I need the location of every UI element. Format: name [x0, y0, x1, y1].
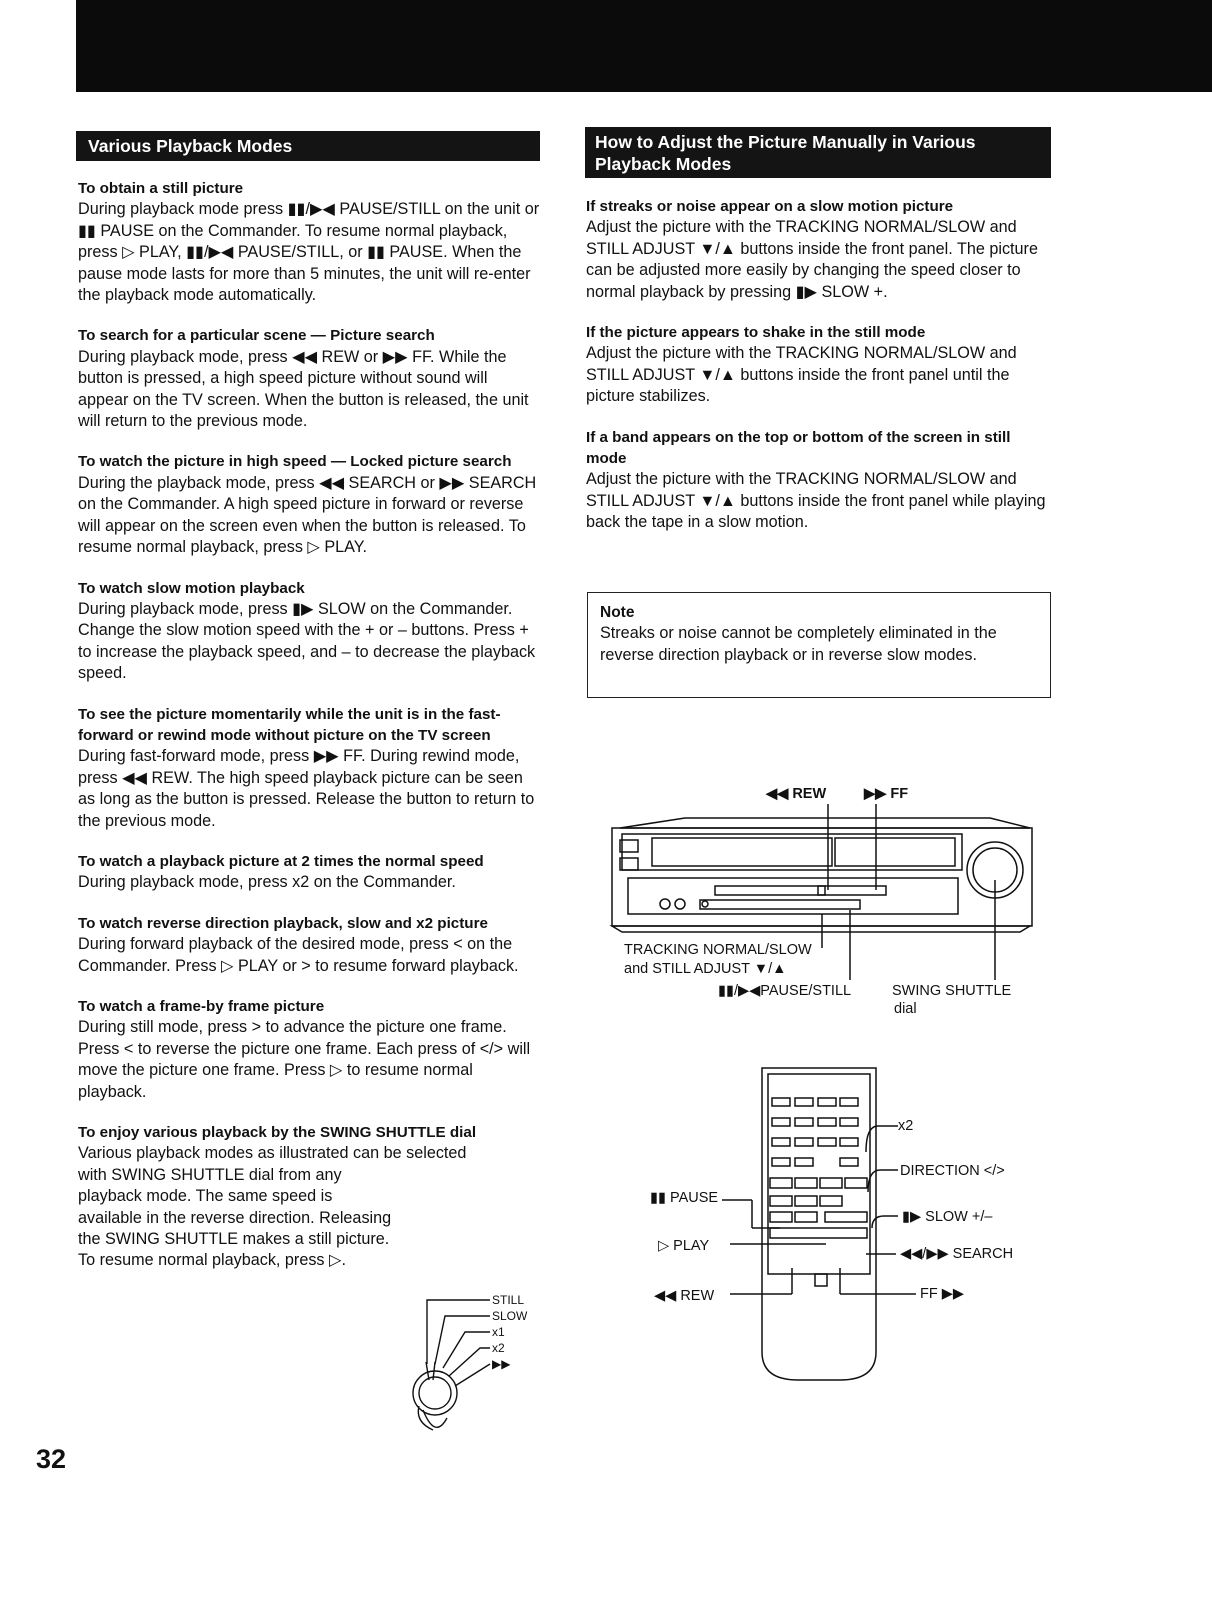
- section-heading: To watch slow motion playback: [78, 579, 305, 597]
- left-column: [78, 178, 540, 1291]
- section-band-still: [586, 427, 1051, 534]
- section-locked-picture-search: [78, 451, 540, 558]
- note-title: Note: [600, 604, 635, 621]
- section-shake-still: [586, 322, 1051, 408]
- dial-label-still: STILL: [492, 1293, 525, 1307]
- section-heading: To watch a playback picture at 2 times the normal speed: [78, 852, 484, 870]
- page-number: 32: [36, 1444, 67, 1474]
- section-body: Adjust the picture with the TRACKING NORMAL/SLOW and STILL ADJUST ▼/▲ buttons inside the front panel until the picture stabilizes.: [586, 344, 1017, 406]
- section-body: During playback mode, press ▮▶ SLOW on the Commander. Change the slow motion speed with the + or – buttons. Press + to increase the playback speed, and – to decrease the playback speed.: [78, 599, 536, 683]
- dial-label-x1: x1: [492, 1325, 505, 1339]
- dial-label-slow: SLOW: [492, 1309, 528, 1323]
- section-heading: If a band appears on the top or bottom of the screen in still mode: [586, 428, 1011, 468]
- remote-label-direction: DIRECTION </>: [900, 1163, 1005, 1179]
- vcr-label-tracking-line-2: and STILL ADJUST ▼/▲: [624, 961, 787, 977]
- remote-label-ff: FF ▶▶: [920, 1286, 965, 1302]
- section-heading: To search for a particular scene — Picture search: [78, 327, 435, 345]
- section-picture-search: [78, 325, 540, 432]
- section-body: During playback mode, press ◀◀ REW or ▶▶ FF. While the button is pressed, a high speed picture without sound will appear on the TV screen. When the button is released, the unit will return to the previous mode.: [78, 347, 529, 431]
- section-x2-speed: [78, 851, 540, 894]
- remote-label-slow: ▮▶ SLOW +/–: [902, 1209, 993, 1225]
- section-heading: To see the picture momentarily while the unit is in the fast-forward or rewind mode without picture on the TV screen: [78, 705, 501, 744]
- section-body: During forward playback of the desired mode, press < on the Commander. Press ▷ PLAY or > to resume forward playback.: [78, 935, 519, 975]
- section-body: During playback mode, press x2 on the Commander.: [78, 873, 456, 892]
- section-momentary-picture: [78, 704, 540, 832]
- section-body: During fast-forward mode, press ▶▶ FF. During rewind mode, press ◀◀ REW. The high speed playback picture can be seen as long as the button is pressed. Release the button to return to the previous mode.: [78, 747, 535, 830]
- remote-label-x2: x2: [898, 1118, 914, 1134]
- section-body: Adjust the picture with the TRACKING NORMAL/SLOW and STILL ADJUST ▼/▲ buttons inside the front panel. The picture can be adjusted more easily by changing the speed closer to normal playback by pressing ▮▶ SLOW +.: [586, 218, 1038, 301]
- remote-label-search: ◀◀/▶▶ SEARCH: [900, 1246, 1014, 1262]
- section-swing-shuttle: [78, 1122, 540, 1272]
- vcr-label-pause-still: ▮▮/▶◀PAUSE/STILL: [718, 983, 852, 999]
- section-heading: To watch a frame-by frame picture: [78, 998, 325, 1015]
- swing-shuttle-dial-illustration: [395, 1280, 545, 1440]
- banner-title-line-1: How to Adjust the Picture Manually in Various: [595, 132, 976, 152]
- dial-label-x2: x2: [492, 1341, 505, 1355]
- section-heading: If the picture appears to shake in the still mode: [586, 324, 926, 342]
- section-body: with SWING SHUTTLE dial from any playback mode. The same speed is available in the reverse direction. Releasing the SWING SHUTTLE makes a still picture. To resume normal playback, press ▷.: [78, 1165, 392, 1270]
- section-heading: To enjoy various playback by the SWING SHUTTLE dial: [78, 1124, 477, 1142]
- section-still-picture: [78, 178, 540, 306]
- section-streaks-slow-motion: [586, 196, 1051, 303]
- note-box: [587, 592, 1051, 698]
- vcr-front-panel-illustration: [590, 780, 1050, 1030]
- banner-title: Various Playback Modes: [88, 136, 293, 156]
- banner-title-line-2: Playback Modes: [595, 154, 732, 174]
- section-banner-adjust-picture: [585, 127, 1051, 178]
- section-body: During playback mode press ▮▮/▶◀ PAUSE/STILL on the unit or ▮▮ PAUSE on the Commander. To resume normal playback, press ▷ PLAY, ▮▮/▶◀ PAUSE/STILL, or ▮▮ PAUSE. When the pause mode lasts for more than 5 minutes, the unit will re-enter the playback mode automatically.: [78, 200, 540, 305]
- section-heading: To obtain a still picture: [78, 180, 244, 197]
- vcr-label-ff: ▶▶ FF: [864, 786, 909, 802]
- top-header-band: [76, 0, 1212, 92]
- vcr-label-swing-shuttle: SWING SHUTTLE: [892, 983, 1012, 999]
- section-heading: To watch the picture in high speed — Locked picture search: [78, 453, 512, 471]
- section-body: Adjust the picture with the TRACKING NORMAL/SLOW and STILL ADJUST ▼/▲ buttons inside the front panel while playing back the tape in a slow motion.: [586, 470, 1046, 532]
- note-body: Streaks or noise cannot be completely eliminated in the reverse direction playback or in reverse slow modes.: [600, 624, 997, 664]
- remote-label-rew: ◀◀ REW: [654, 1288, 715, 1304]
- section-heading: To watch reverse direction playback, slow and x2 picture: [78, 914, 488, 932]
- section-body: During still mode, press > to advance the picture one frame. Press < to reverse the picture one frame. Each press of </> will move the picture one frame. Press ▷ to resume normal playback.: [78, 1018, 531, 1101]
- section-body-intro: Various playback modes as illustrated can be selected: [78, 1144, 467, 1163]
- remote-commander-illustration: [640, 1062, 1060, 1392]
- section-slow-motion: [78, 578, 540, 685]
- remote-label-pause: ▮▮ PAUSE: [650, 1190, 719, 1206]
- vcr-label-dial: dial: [894, 1001, 917, 1017]
- dial-label-ff: ▶▶: [492, 1357, 511, 1371]
- right-column: [586, 196, 1051, 553]
- section-banner-various-playback-modes: [76, 131, 540, 161]
- vcr-label-rew: ◀◀ REW: [766, 786, 827, 802]
- section-reverse-playback: [78, 913, 540, 977]
- section-heading: If streaks or noise appear on a slow motion picture: [586, 198, 954, 215]
- section-body: During the playback mode, press ◀◀ SEARCH or ▶▶ SEARCH on the Commander. A high speed picture in forward or reverse will appear on the screen even when the button is released. To resume normal playback, press ▷ PLAY.: [78, 473, 537, 557]
- remote-label-play: ▷ PLAY: [658, 1238, 710, 1254]
- vcr-label-tracking-line-1: TRACKING NORMAL/SLOW: [624, 942, 812, 958]
- section-frame-by-frame: [78, 996, 540, 1103]
